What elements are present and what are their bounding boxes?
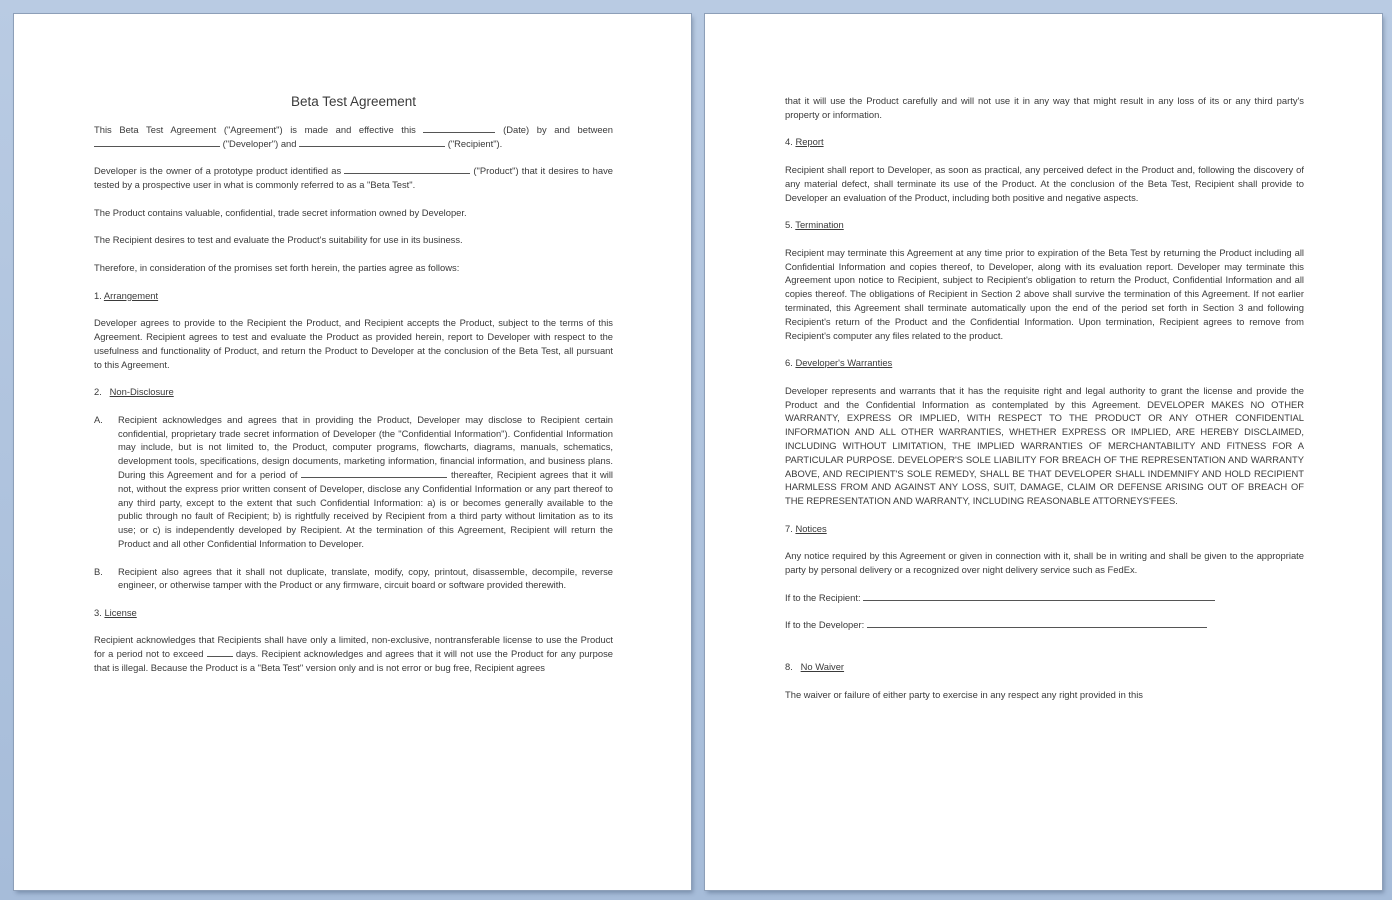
clause-text bbox=[118, 413, 613, 551]
section-2-heading bbox=[94, 385, 613, 399]
clause-text: Recipient also agrees that it shall not duplicate, translate, modify, copy, printout, disassemble, decompile, reverse engineer, or otherwise tamper with the Product or any firmware, circuit board or software provided therewith. bbox=[118, 565, 613, 591]
section-5-body: Recipient may terminate this Agreement at any time prior to expiration of the Beta Test by returning the Product including all Confidential Information and copies thereof, to Developer, along with its evaluation report. Developer may terminate this Agreement upon notice to Recipient, subject to Recipient's obligation to return the Product, Confidential Information and all copies thereof. The obligations of Recipient in Section 2 above shall survive the termination of this Agreement. If not earlier terminated, this Agreement shall terminate automatically upon the end of the period set forth in Section 3 and following Recipient's return of the Product and the Confidential Information. Upon termination, Recipient agrees to remove from Recipient's computer any files related to the product. bbox=[785, 246, 1304, 341]
contains-paragraph: The Product contains valuable, confidential, trade secret information owned by Developer. bbox=[94, 206, 467, 218]
section-number: 3. bbox=[94, 606, 105, 618]
document-title: Beta Test Agreement bbox=[290, 94, 417, 109]
section-title: Arrangement bbox=[103, 289, 159, 301]
section-number: 2. bbox=[94, 386, 110, 398]
intro-text-d: ("Recipient"). bbox=[445, 137, 503, 149]
developer-address-blank bbox=[867, 618, 1207, 628]
license-text-a: Recipient acknowledges that Recipients shall have only a limited, non-exclusive, nontransferable license to use the Product for a period not to exceed bbox=[94, 634, 613, 660]
section-4-heading bbox=[785, 135, 1304, 149]
intro-text-a: This Beta Test Agreement ("Agreement") is made and effective this bbox=[94, 124, 424, 135]
days-blank bbox=[207, 647, 233, 657]
section-title: Notices bbox=[795, 522, 827, 534]
section-6-heading bbox=[785, 356, 1304, 370]
developer-blank bbox=[94, 137, 220, 147]
owner-text-a: Developer is the owner of a prototype product identified as bbox=[94, 165, 345, 177]
license-text-b: days. Recipient acknowledges and agrees that it will not use the Product for any purpose that is illegal. Because the Product is a "Beta Test" version only and is not error or bug free, Recipient agrees bbox=[94, 648, 613, 674]
clause-a-text-a: Recipient acknowledges and agrees that in providing the Product, Developer may disclose to Recipient certain confidential, proprietary trade secret information of Developer (the "Confidential Information"). Confidential Information may include, but is not limited to, the Product, computer programs, flowcharts, diagrams, manuals, schematics, development tools, specifications, design documents, marketing information, financial information, and business plans. During this Agreement and for a period of bbox=[118, 413, 613, 480]
date-blank bbox=[423, 123, 495, 133]
section-6-body: Developer represents and warrants that it has the requisite right and legal authority to grant the license and provide the Product and the Confidential Information as contemplated by this Agreement. DEVELOPER MAKES NO OTHER WARRANTY, EXPRESS OR IMPLIED, WITH RESPECT TO THE PRODUCT OR ANY OTHER CONFIDENTIAL INFORMATION AND ALL OTHER WARRANTIES, WHETHER EXPRESS OR IMPLIED, ARE HEREBY DISCLAIMED, INCLUDING WITHOUT LIMITATION, THE IMPLIED WARRANTIES OF MERCHANTABILITY AND FITNESS FOR A PARTICULAR PURPOSE. DEVELOPER'S SOLE LIABILITY FOR BREACH OF THE REPRESENTATION AND WARRANTY ABOVE, AND RECIPIENT'S SOLE REMEDY, SHALL BE THAT DEVELOPER SHALL INDEMNIFY AND HOLD RECIPIENT HARMLESS FROM AND AGAINST ANY LOSS, SUIT, DAMAGE, CLAIM OR DEFENSE ARISING OUT OF BREACH OF THE REPRESENTATION AND WARRANTY, INCLUDING REASONABLE ATTORNEYS'FEES. bbox=[785, 384, 1304, 507]
continued-paragraph: that it will use the Product carefully and will not use it in any way that might result in any loss of its or any third party's property or information. bbox=[785, 95, 1304, 120]
section-title: Non-Disclosure bbox=[109, 386, 174, 398]
section-3-body bbox=[94, 633, 613, 674]
period-blank bbox=[301, 468, 447, 478]
desires-paragraph: The Recipient desires to test and evaluate the Product's suitability for use in its business. bbox=[94, 234, 463, 246]
section-title: No Waiver bbox=[800, 661, 845, 673]
section-4-body: Recipient shall report to Developer, as soon as practical, any perceived defect in the Product and, following the discovery of any material defect, shall terminate its use of the Product. At the conclusion of the Beta Test, Recipient shall provide to Developer an evaluation of the Product, including both positive and negative aspects. bbox=[785, 163, 1304, 203]
section-number: 5. bbox=[785, 219, 796, 231]
section-number: 7. bbox=[785, 522, 796, 534]
section-5-heading bbox=[785, 218, 1304, 232]
section-3-heading bbox=[94, 606, 613, 620]
clause-label: B. bbox=[94, 565, 103, 577]
section-number: 8. bbox=[785, 661, 801, 673]
clause-b bbox=[94, 565, 613, 593]
clause-a bbox=[94, 413, 613, 551]
clause-label: A. bbox=[94, 413, 103, 425]
section-7-heading bbox=[785, 522, 1304, 536]
section-number: 6. bbox=[785, 357, 796, 369]
section-7-body: Any notice required by this Agreement or given in connection with it, shall be in writing and shall be given to the appropriate party by personal delivery or a recognized over night delivery service such as FedEx. bbox=[785, 550, 1304, 576]
section-number: 4. bbox=[785, 136, 796, 148]
intro-text-b: (Date) by and between bbox=[495, 124, 613, 135]
section-title: Developer's Warranties bbox=[795, 357, 893, 369]
document-page-1 bbox=[14, 14, 691, 890]
section-title: License bbox=[104, 606, 137, 618]
section-title: Report bbox=[795, 136, 824, 148]
owner-paragraph bbox=[94, 164, 613, 192]
intro-text-c: ("Developer") and bbox=[220, 137, 300, 149]
document-page-2 bbox=[705, 14, 1382, 890]
clause-a-text-b: thereafter, Recipient agrees that it will not, without the express prior written consent of Developer, disclose any Confidential Information or any part thereof to any third party, except to the extent that such Confidential Information: a) is or becomes generally available to the public through no fault of Recipient; b) is rightfully received by Recipient from a third party without limitation as to its use; or c) is independently developed by Recipient. At the termination of this Agreement, Recipient will return the Product and all other Confidential Information to Developer. bbox=[118, 468, 613, 549]
recipient-address-blank bbox=[863, 591, 1215, 601]
section-8-heading bbox=[785, 660, 1304, 674]
intro-paragraph bbox=[94, 123, 613, 151]
therefore-paragraph: Therefore, in consideration of the promises set forth herein, the parties agree as follows: bbox=[94, 261, 460, 273]
section-8-body: The waiver or failure of either party to exercise in any respect any right provided in this bbox=[785, 688, 1143, 700]
section-title: Termination bbox=[795, 219, 844, 231]
section-1-body: Developer agrees to provide to the Recipient the Product, and Recipient accepts the Product, subject to the terms of this Agreement. Recipient agrees to test and evaluate the Product as provided herein, report to Developer with respect to the usefulness and functionality of Product, and return the Product to Developer at the conclusion of the Beta Test, all pursuant to this Agreement. bbox=[94, 317, 613, 370]
section-number: 1. bbox=[94, 289, 104, 301]
section-1-heading bbox=[94, 289, 613, 303]
recipient-blank bbox=[299, 137, 445, 147]
developer-address-label: If to the Developer: bbox=[785, 619, 867, 631]
recipient-address-line bbox=[785, 591, 1304, 605]
product-blank bbox=[344, 164, 470, 174]
recipient-address-label: If to the Recipient: bbox=[785, 591, 864, 603]
owner-text-b: ("Product") that it desires to have tested by a prospective user in what is commonly referred to as a "Beta Test". bbox=[94, 165, 614, 191]
developer-address-line bbox=[785, 618, 1304, 632]
